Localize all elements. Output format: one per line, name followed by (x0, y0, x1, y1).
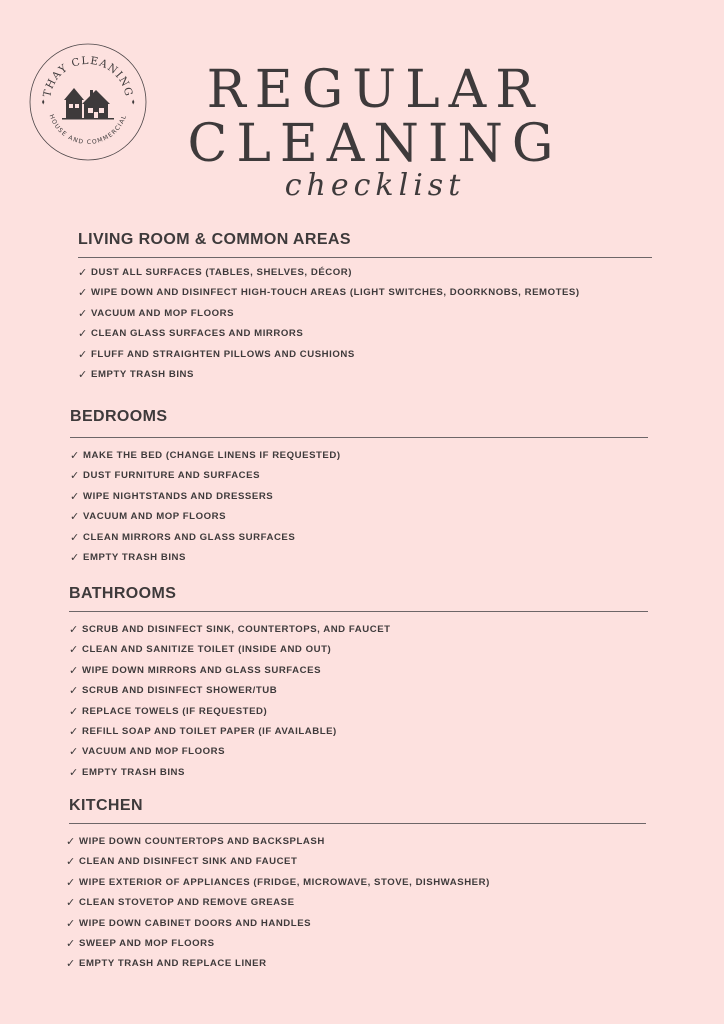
logo-subtitle: HOUSE AND COMMERCIAL (47, 113, 129, 147)
checklist-item (69, 645, 648, 665)
checklist-item (69, 724, 648, 747)
checklist-item-text: WIPE DOWN CABINET DOORS AND HANDLES (79, 917, 312, 929)
checkmark-icon: ✓ (69, 643, 79, 657)
checklist (70, 451, 648, 573)
checklist-item-text: MAKE THE BED (CHANGE LINENS IF REQUESTED) (83, 450, 341, 461)
section-bedrooms (70, 408, 648, 573)
checkmark-icon: ✓ (70, 550, 80, 564)
checklist-item (78, 347, 652, 370)
checklist-item (78, 288, 652, 308)
checklist-item-text: SCRUB AND DISINFECT SINK, COUNTERTOPS, AND FAUCET (82, 624, 391, 635)
checklist-item-text: CLEAN GLASS SURFACES AND MIRRORS (91, 328, 304, 340)
checklist-item-text: VACUUM AND MOP FLOORS (82, 746, 226, 758)
checkmark-icon: ✓ (66, 855, 76, 869)
checkmark-icon: ✓ (69, 704, 79, 718)
checkmark-icon: ✓ (78, 347, 88, 361)
checklist-item (66, 857, 646, 877)
checkmark-icon: ✓ (78, 327, 88, 341)
checklist-item-text: WIPE DOWN COUNTERTOPS AND BACKSPLASH (79, 836, 325, 847)
title-cleaning: CLEANING (187, 114, 563, 174)
section-divider (69, 611, 648, 612)
title-regular: REGULAR (206, 60, 544, 120)
checklist-item (70, 451, 648, 471)
checkmark-icon: ✓ (66, 896, 76, 910)
checklist-item-text: WIPE DOWN MIRRORS AND GLASS SURFACES (82, 664, 322, 676)
checklist-item (78, 306, 652, 329)
section-living-room (78, 231, 652, 390)
checklist-item (66, 875, 646, 898)
section-heading: KITCHEN (69, 797, 143, 814)
checklist-item-text: SWEEP AND MOP FLOORS (79, 937, 215, 949)
section-heading: BEDROOMS (70, 408, 168, 425)
checklist-item-text: EMPTY TRASH BINS (91, 368, 194, 380)
checklist-item (69, 686, 648, 706)
checklist-item-text: EMPTY TRASH BINS (83, 551, 186, 563)
section-heading: LIVING ROOM & COMMON AREAS (78, 231, 351, 248)
checklist-item-text: CLEAN STOVETOP AND REMOVE GREASE (79, 897, 295, 909)
checklist (66, 837, 646, 980)
checklist-item-text: SCRUB AND DISINFECT SHOWER/TUB (82, 685, 278, 697)
checklist-item-text: WIPE DOWN AND DISINFECT HIGH-TOUCH AREAS (LIGHT SWITCHES, DOORKNOBS, REMOTES) (91, 287, 580, 299)
logo-name: THAY CLEANING (41, 54, 135, 99)
checklist-item (66, 916, 646, 939)
checkmark-icon: ✓ (66, 875, 76, 889)
checkmark-icon: ✓ (70, 469, 80, 483)
checklist-item (70, 530, 648, 553)
title-checklist: checklist (284, 168, 466, 203)
section-divider (70, 437, 648, 438)
checklist-item (70, 550, 648, 573)
checklist-item (70, 512, 648, 532)
checkmark-icon: ✓ (78, 266, 88, 279)
checklist (69, 625, 648, 788)
checklist-item-text: CLEAN MIRRORS AND GLASS SURFACES (83, 531, 296, 543)
checkmark-icon: ✓ (70, 449, 80, 462)
checklist-item-text: DUST ALL SURFACES (TABLES, SHELVES, DÉCOR) (91, 267, 353, 278)
checkmark-icon: ✓ (78, 286, 88, 300)
checklist-item (69, 765, 648, 788)
checkmark-icon: ✓ (66, 916, 76, 930)
checklist-item (69, 747, 648, 767)
checklist-item-text: REFILL SOAP AND TOILET PAPER (IF AVAILABLE) (82, 725, 337, 737)
checkmark-icon: ✓ (66, 936, 76, 950)
house-icon (62, 88, 114, 120)
checklist-item-text: CLEAN AND SANITIZE TOILET (INSIDE AND OUT) (82, 644, 332, 656)
checklist-item (66, 898, 646, 918)
checkmark-icon: ✓ (70, 510, 80, 524)
section-divider (69, 823, 646, 824)
checkmark-icon: ✓ (69, 765, 79, 779)
section-bathrooms (69, 585, 648, 788)
checklist-item-text: DUST FURNITURE AND SURFACES (83, 470, 261, 482)
checkmark-icon: ✓ (69, 724, 79, 738)
checklist-item (69, 663, 648, 686)
checklist-item (70, 471, 648, 491)
checklist-item (66, 959, 646, 979)
checklist-item-text: VACUUM AND MOP FLOORS (91, 307, 235, 319)
checklist (78, 268, 652, 390)
checkmark-icon: ✓ (69, 745, 79, 759)
company-logo (28, 42, 148, 162)
checkmark-icon: ✓ (66, 957, 76, 971)
checklist-item (78, 329, 652, 349)
svg-text:THAY CLEANING (41, 55, 135, 98)
checkmark-icon: ✓ (69, 623, 79, 636)
checklist-item (78, 367, 652, 390)
checklist-item (78, 268, 652, 288)
checkmark-icon: ✓ (78, 367, 88, 381)
checklist-item-text: EMPTY TRASH BINS (82, 766, 185, 778)
section-divider (78, 257, 652, 258)
section-heading: BATHROOMS (69, 585, 177, 602)
checkmark-icon: ✓ (69, 684, 79, 698)
checkmark-icon: ✓ (69, 663, 79, 677)
checkmark-icon: ✓ (78, 306, 88, 320)
section-kitchen (66, 797, 646, 980)
checklist-item-text: WIPE NIGHTSTANDS AND DRESSERS (83, 490, 274, 502)
checklist-item-text: CLEAN AND DISINFECT SINK AND FAUCET (79, 856, 298, 868)
checklist-item-text: REPLACE TOWELS (IF REQUESTED) (82, 705, 268, 717)
checklist-item-text: EMPTY TRASH AND REPLACE LINER (79, 958, 267, 970)
checklist-item (69, 704, 648, 727)
checklist-item (66, 936, 646, 959)
checklist-item (69, 625, 648, 645)
checklist-item-text: WIPE EXTERIOR OF APPLIANCES (FRIDGE, MICROWAVE, STOVE, DISHWASHER) (79, 876, 490, 888)
checkmark-icon: ✓ (70, 489, 80, 503)
checklist-item (70, 489, 648, 512)
checkmark-icon: ✓ (66, 835, 76, 848)
checklist-item-text: VACUUM AND MOP FLOORS (83, 511, 227, 523)
checklist-item (66, 837, 646, 857)
checkmark-icon: ✓ (70, 530, 80, 544)
checklist-item-text: FLUFF AND STRAIGHTEN PILLOWS AND CUSHIONS (91, 348, 355, 360)
